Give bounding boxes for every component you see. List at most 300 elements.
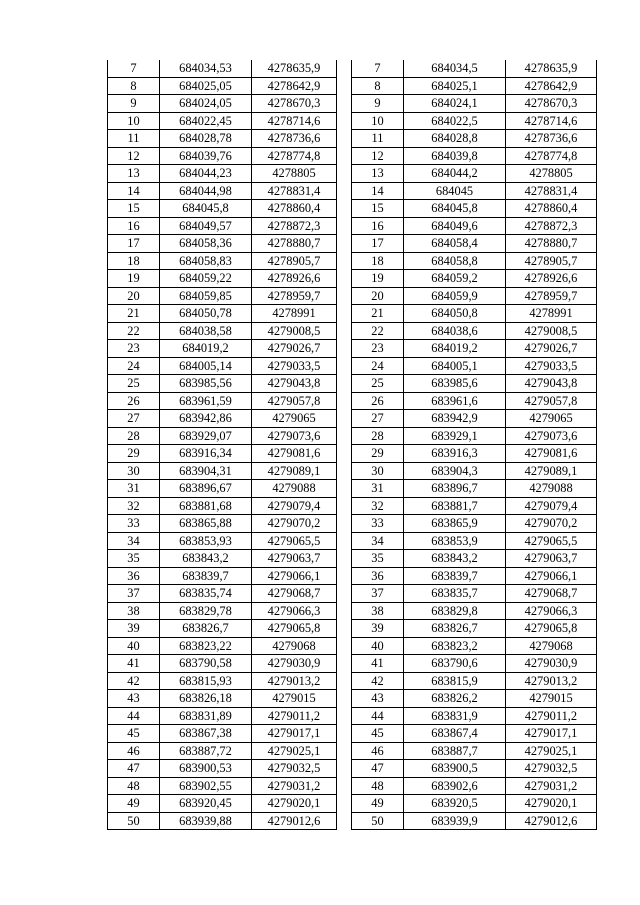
x-coordinate-cell: 683826,7 [404, 620, 506, 638]
x-coordinate-cell: 683790,6 [404, 655, 506, 673]
table-row [108, 742, 337, 760]
y-coordinate-cell: 4279079,4 [252, 497, 337, 515]
table-row [108, 637, 337, 655]
x-coordinate-cell: 683887,72 [160, 742, 252, 760]
x-coordinate-cell: 683843,2 [160, 550, 252, 568]
point-number-cell: 36 [352, 567, 404, 585]
x-coordinate-cell: 684019,2 [160, 340, 252, 358]
table-row [108, 532, 337, 550]
point-number-cell: 7 [108, 60, 160, 77]
point-number-cell: 45 [352, 725, 404, 743]
x-coordinate-cell: 684058,8 [404, 252, 506, 270]
y-coordinate-cell: 4279026,7 [506, 340, 597, 358]
y-coordinate-cell: 4279031,2 [252, 777, 337, 795]
x-coordinate-cell: 684045,8 [404, 200, 506, 218]
x-coordinate-cell: 684049,57 [160, 217, 252, 235]
x-coordinate-cell: 683865,9 [404, 515, 506, 533]
y-coordinate-cell: 4279088 [506, 480, 597, 498]
point-number-cell: 45 [108, 725, 160, 743]
x-coordinate-cell: 683916,3 [404, 445, 506, 463]
point-number-cell: 28 [352, 427, 404, 445]
table-row [108, 287, 337, 305]
point-number-cell: 46 [108, 742, 160, 760]
x-coordinate-cell: 683920,5 [404, 795, 506, 813]
table-row [352, 165, 597, 183]
table-row [352, 287, 597, 305]
x-coordinate-cell: 683904,3 [404, 462, 506, 480]
y-coordinate-cell: 4279057,8 [252, 392, 337, 410]
y-coordinate-cell: 4278905,7 [252, 252, 337, 270]
point-number-cell: 37 [108, 585, 160, 603]
table-row [352, 375, 597, 393]
point-number-cell: 12 [108, 147, 160, 165]
x-coordinate-cell: 684028,78 [160, 130, 252, 148]
x-coordinate-cell: 683831,89 [160, 707, 252, 725]
point-number-cell: 27 [352, 410, 404, 428]
y-coordinate-cell: 4279070,2 [252, 515, 337, 533]
table-row [352, 725, 597, 743]
point-number-cell: 11 [108, 130, 160, 148]
point-number-cell: 42 [352, 672, 404, 690]
point-number-cell: 28 [108, 427, 160, 445]
table-row [352, 690, 597, 708]
x-coordinate-cell: 683815,93 [160, 672, 252, 690]
table-row [352, 392, 597, 410]
x-coordinate-cell: 684050,8 [404, 305, 506, 323]
point-number-cell: 38 [352, 602, 404, 620]
x-coordinate-cell: 683826,2 [404, 690, 506, 708]
x-coordinate-cell: 684059,85 [160, 287, 252, 305]
table-row [108, 235, 337, 253]
x-coordinate-cell: 684022,5 [404, 112, 506, 130]
x-coordinate-cell: 684034,5 [404, 60, 506, 77]
table-row [108, 480, 337, 498]
table-row [108, 497, 337, 515]
table-row [352, 77, 597, 95]
point-number-cell: 9 [352, 95, 404, 113]
table-row [352, 445, 597, 463]
y-coordinate-cell: 4279033,5 [506, 357, 597, 375]
point-number-cell: 34 [108, 532, 160, 550]
point-number-cell: 20 [108, 287, 160, 305]
y-coordinate-cell: 4278880,7 [252, 235, 337, 253]
table-row [108, 340, 337, 358]
y-coordinate-cell: 4279015 [506, 690, 597, 708]
x-coordinate-cell: 684049,6 [404, 217, 506, 235]
y-coordinate-cell: 4279020,1 [252, 795, 337, 813]
point-number-cell: 26 [352, 392, 404, 410]
y-coordinate-cell: 4279066,1 [506, 567, 597, 585]
table-row [108, 95, 337, 113]
point-number-cell: 15 [108, 200, 160, 218]
point-number-cell: 23 [352, 340, 404, 358]
y-coordinate-cell: 4279008,5 [252, 322, 337, 340]
x-coordinate-cell: 684045 [404, 182, 506, 200]
x-coordinate-cell: 683961,59 [160, 392, 252, 410]
point-number-cell: 49 [352, 795, 404, 813]
table-row [352, 655, 597, 673]
y-coordinate-cell: 4279033,5 [252, 357, 337, 375]
y-coordinate-cell: 4279065,5 [506, 532, 597, 550]
y-coordinate-cell: 4279012,6 [252, 812, 337, 830]
y-coordinate-cell: 4278635,9 [506, 60, 597, 77]
y-coordinate-cell: 4278774,8 [252, 147, 337, 165]
y-coordinate-cell: 4279068 [252, 637, 337, 655]
y-coordinate-cell: 4279065,8 [252, 620, 337, 638]
point-number-cell: 44 [108, 707, 160, 725]
point-number-cell: 38 [108, 602, 160, 620]
x-coordinate-cell: 683942,86 [160, 410, 252, 428]
y-coordinate-cell: 4278670,3 [506, 95, 597, 113]
point-number-cell: 9 [108, 95, 160, 113]
x-coordinate-cell: 683829,78 [160, 602, 252, 620]
point-number-cell: 24 [352, 357, 404, 375]
x-coordinate-cell: 684050,78 [160, 305, 252, 323]
x-coordinate-cell: 683823,22 [160, 637, 252, 655]
table-row [108, 707, 337, 725]
point-number-cell: 22 [352, 322, 404, 340]
point-number-cell: 17 [108, 235, 160, 253]
table-row [108, 60, 337, 77]
table-row [108, 357, 337, 375]
x-coordinate-cell: 683902,55 [160, 777, 252, 795]
table-row [108, 515, 337, 533]
point-number-cell: 32 [352, 497, 404, 515]
x-coordinate-cell: 683826,7 [160, 620, 252, 638]
x-coordinate-cell: 684038,58 [160, 322, 252, 340]
x-coordinate-cell: 683826,18 [160, 690, 252, 708]
x-coordinate-cell: 683900,53 [160, 760, 252, 778]
table-row [352, 322, 597, 340]
y-coordinate-cell: 4278991 [506, 305, 597, 323]
y-coordinate-cell: 4279057,8 [506, 392, 597, 410]
point-number-cell: 41 [352, 655, 404, 673]
table-row [108, 655, 337, 673]
y-coordinate-cell: 4279030,9 [506, 655, 597, 673]
point-number-cell: 21 [352, 305, 404, 323]
y-coordinate-cell: 4278831,4 [252, 182, 337, 200]
y-coordinate-cell: 4279017,1 [506, 725, 597, 743]
point-number-cell: 33 [352, 515, 404, 533]
x-coordinate-cell: 683843,2 [404, 550, 506, 568]
x-coordinate-cell: 684024,1 [404, 95, 506, 113]
x-coordinate-cell: 684025,05 [160, 77, 252, 95]
table-row [352, 357, 597, 375]
x-coordinate-cell: 684025,1 [404, 77, 506, 95]
table-row [108, 410, 337, 428]
table-row [108, 445, 337, 463]
table-row [352, 427, 597, 445]
point-number-cell: 27 [108, 410, 160, 428]
point-number-cell: 47 [352, 760, 404, 778]
x-coordinate-cell: 683961,6 [404, 392, 506, 410]
x-coordinate-cell: 684058,83 [160, 252, 252, 270]
point-number-cell: 41 [108, 655, 160, 673]
point-number-cell: 40 [108, 637, 160, 655]
table-row [108, 200, 337, 218]
point-number-cell: 34 [352, 532, 404, 550]
table-row [352, 95, 597, 113]
x-coordinate-cell: 684038,6 [404, 322, 506, 340]
point-number-cell: 29 [108, 445, 160, 463]
y-coordinate-cell: 4278714,6 [252, 112, 337, 130]
point-number-cell: 13 [352, 165, 404, 183]
point-number-cell: 11 [352, 130, 404, 148]
x-coordinate-cell: 683823,2 [404, 637, 506, 655]
y-coordinate-cell: 4279068,7 [252, 585, 337, 603]
table-row [108, 760, 337, 778]
y-coordinate-cell: 4278714,6 [506, 112, 597, 130]
table-row [352, 567, 597, 585]
x-coordinate-cell: 683902,6 [404, 777, 506, 795]
table-row [352, 270, 597, 288]
x-coordinate-cell: 683881,68 [160, 497, 252, 515]
point-number-cell: 46 [352, 742, 404, 760]
table-row [352, 305, 597, 323]
x-coordinate-cell: 684028,8 [404, 130, 506, 148]
y-coordinate-cell: 4279015 [252, 690, 337, 708]
y-coordinate-cell: 4278959,7 [506, 287, 597, 305]
point-number-cell: 17 [352, 235, 404, 253]
y-coordinate-cell: 4279066,3 [506, 602, 597, 620]
point-number-cell: 42 [108, 672, 160, 690]
x-coordinate-cell: 683839,7 [160, 567, 252, 585]
y-coordinate-cell: 4278670,3 [252, 95, 337, 113]
table-row [108, 812, 337, 830]
point-number-cell: 19 [352, 270, 404, 288]
point-number-cell: 47 [108, 760, 160, 778]
y-coordinate-cell: 4279020,1 [506, 795, 597, 813]
table-row [108, 585, 337, 603]
x-coordinate-cell: 683835,74 [160, 585, 252, 603]
table-row [352, 200, 597, 218]
x-coordinate-cell: 684044,2 [404, 165, 506, 183]
table-row [352, 585, 597, 603]
point-number-cell: 39 [108, 620, 160, 638]
point-number-cell: 35 [108, 550, 160, 568]
y-coordinate-cell: 4279030,9 [252, 655, 337, 673]
table-row [352, 235, 597, 253]
x-coordinate-cell: 683985,56 [160, 375, 252, 393]
point-number-cell: 39 [352, 620, 404, 638]
point-number-cell: 48 [108, 777, 160, 795]
table-row [352, 532, 597, 550]
y-coordinate-cell: 4279081,6 [506, 445, 597, 463]
y-coordinate-cell: 4279008,5 [506, 322, 597, 340]
x-coordinate-cell: 684039,76 [160, 147, 252, 165]
x-coordinate-cell: 683867,4 [404, 725, 506, 743]
point-number-cell: 22 [108, 322, 160, 340]
table-row [352, 480, 597, 498]
x-coordinate-cell: 683900,5 [404, 760, 506, 778]
coordinates-table-left [107, 60, 337, 830]
y-coordinate-cell: 4279013,2 [252, 672, 337, 690]
table-row [352, 410, 597, 428]
table-row [108, 550, 337, 568]
table-row [108, 777, 337, 795]
table-row [352, 462, 597, 480]
y-coordinate-cell: 4278860,4 [252, 200, 337, 218]
y-coordinate-cell: 4278991 [252, 305, 337, 323]
x-coordinate-cell: 684019,2 [404, 340, 506, 358]
y-coordinate-cell: 4279065,5 [252, 532, 337, 550]
x-coordinate-cell: 683920,45 [160, 795, 252, 813]
y-coordinate-cell: 4279063,7 [252, 550, 337, 568]
y-coordinate-cell: 4279065 [506, 410, 597, 428]
x-coordinate-cell: 683939,88 [160, 812, 252, 830]
x-coordinate-cell: 684059,9 [404, 287, 506, 305]
table-row [352, 252, 597, 270]
point-number-cell: 37 [352, 585, 404, 603]
point-number-cell: 14 [108, 182, 160, 200]
y-coordinate-cell: 4279065,8 [506, 620, 597, 638]
table-row [352, 340, 597, 358]
x-coordinate-cell: 683853,9 [404, 532, 506, 550]
y-coordinate-cell: 4278872,3 [252, 217, 337, 235]
table-row [352, 60, 597, 77]
y-coordinate-cell: 4278736,6 [506, 130, 597, 148]
point-number-cell: 18 [108, 252, 160, 270]
coordinates-table-right [351, 60, 597, 830]
y-coordinate-cell: 4278831,4 [506, 182, 597, 200]
y-coordinate-cell: 4278860,4 [506, 200, 597, 218]
y-coordinate-cell: 4279011,2 [252, 707, 337, 725]
point-number-cell: 40 [352, 637, 404, 655]
x-coordinate-cell: 683916,34 [160, 445, 252, 463]
y-coordinate-cell: 4279031,2 [506, 777, 597, 795]
table-row [352, 742, 597, 760]
point-number-cell: 18 [352, 252, 404, 270]
point-number-cell: 50 [108, 812, 160, 830]
y-coordinate-cell: 4279089,1 [506, 462, 597, 480]
table-row [108, 427, 337, 445]
y-coordinate-cell: 4279066,1 [252, 567, 337, 585]
y-coordinate-cell: 4278926,6 [506, 270, 597, 288]
y-coordinate-cell: 4279032,5 [252, 760, 337, 778]
x-coordinate-cell: 684044,23 [160, 165, 252, 183]
y-coordinate-cell: 4278805 [506, 165, 597, 183]
y-coordinate-cell: 4278635,9 [252, 60, 337, 77]
x-coordinate-cell: 683831,9 [404, 707, 506, 725]
y-coordinate-cell: 4279081,6 [252, 445, 337, 463]
table-row [352, 812, 597, 830]
x-coordinate-cell: 683887,7 [404, 742, 506, 760]
x-coordinate-cell: 683929,1 [404, 427, 506, 445]
point-number-cell: 44 [352, 707, 404, 725]
point-number-cell: 33 [108, 515, 160, 533]
table-row [108, 602, 337, 620]
y-coordinate-cell: 4279043,8 [252, 375, 337, 393]
x-coordinate-cell: 683929,07 [160, 427, 252, 445]
table-row [352, 795, 597, 813]
table-row [352, 147, 597, 165]
table-row [352, 515, 597, 533]
y-coordinate-cell: 4279073,6 [252, 427, 337, 445]
point-number-cell: 43 [108, 690, 160, 708]
table-row [108, 252, 337, 270]
y-coordinate-cell: 4279066,3 [252, 602, 337, 620]
table-row [352, 672, 597, 690]
point-number-cell: 13 [108, 165, 160, 183]
table-row [108, 270, 337, 288]
y-coordinate-cell: 4278880,7 [506, 235, 597, 253]
point-number-cell: 48 [352, 777, 404, 795]
x-coordinate-cell: 684058,36 [160, 235, 252, 253]
point-number-cell: 49 [108, 795, 160, 813]
x-coordinate-cell: 683896,67 [160, 480, 252, 498]
y-coordinate-cell: 4279043,8 [506, 375, 597, 393]
x-coordinate-cell: 684039,8 [404, 147, 506, 165]
y-coordinate-cell: 4278642,9 [506, 77, 597, 95]
y-coordinate-cell: 4279073,6 [506, 427, 597, 445]
point-number-cell: 31 [108, 480, 160, 498]
y-coordinate-cell: 4278774,8 [506, 147, 597, 165]
table-row [108, 462, 337, 480]
point-number-cell: 24 [108, 357, 160, 375]
point-number-cell: 7 [352, 60, 404, 77]
point-number-cell: 23 [108, 340, 160, 358]
x-coordinate-cell: 684059,2 [404, 270, 506, 288]
y-coordinate-cell: 4279011,2 [506, 707, 597, 725]
point-number-cell: 12 [352, 147, 404, 165]
table-row [108, 725, 337, 743]
x-coordinate-cell: 683839,7 [404, 567, 506, 585]
point-number-cell: 16 [108, 217, 160, 235]
y-coordinate-cell: 4279070,2 [506, 515, 597, 533]
y-coordinate-cell: 4278642,9 [252, 77, 337, 95]
y-coordinate-cell: 4278959,7 [252, 287, 337, 305]
y-coordinate-cell: 4279026,7 [252, 340, 337, 358]
x-coordinate-cell: 684005,14 [160, 357, 252, 375]
point-number-cell: 21 [108, 305, 160, 323]
y-coordinate-cell: 4278805 [252, 165, 337, 183]
y-coordinate-cell: 4279065 [252, 410, 337, 428]
x-coordinate-cell: 683835,7 [404, 585, 506, 603]
y-coordinate-cell: 4279032,5 [506, 760, 597, 778]
y-coordinate-cell: 4279068 [506, 637, 597, 655]
point-number-cell: 10 [108, 112, 160, 130]
table-row [352, 112, 597, 130]
table-row [108, 305, 337, 323]
table-row [108, 375, 337, 393]
table-row [108, 147, 337, 165]
y-coordinate-cell: 4279089,1 [252, 462, 337, 480]
table-row [352, 130, 597, 148]
table-row [352, 602, 597, 620]
y-coordinate-cell: 4279017,1 [252, 725, 337, 743]
table-row [108, 620, 337, 638]
point-number-cell: 20 [352, 287, 404, 305]
x-coordinate-cell: 683881,7 [404, 497, 506, 515]
table-row [108, 217, 337, 235]
x-coordinate-cell: 684045,8 [160, 200, 252, 218]
x-coordinate-cell: 683865,88 [160, 515, 252, 533]
x-coordinate-cell: 683904,31 [160, 462, 252, 480]
table-row [108, 77, 337, 95]
x-coordinate-cell: 683867,38 [160, 725, 252, 743]
table-row [108, 322, 337, 340]
table-row [352, 550, 597, 568]
x-coordinate-cell: 684005,1 [404, 357, 506, 375]
table-row [108, 392, 337, 410]
point-number-cell: 32 [108, 497, 160, 515]
table-row [108, 690, 337, 708]
table-row [108, 165, 337, 183]
point-number-cell: 31 [352, 480, 404, 498]
x-coordinate-cell: 683853,93 [160, 532, 252, 550]
y-coordinate-cell: 4279063,7 [506, 550, 597, 568]
x-coordinate-cell: 683942,9 [404, 410, 506, 428]
